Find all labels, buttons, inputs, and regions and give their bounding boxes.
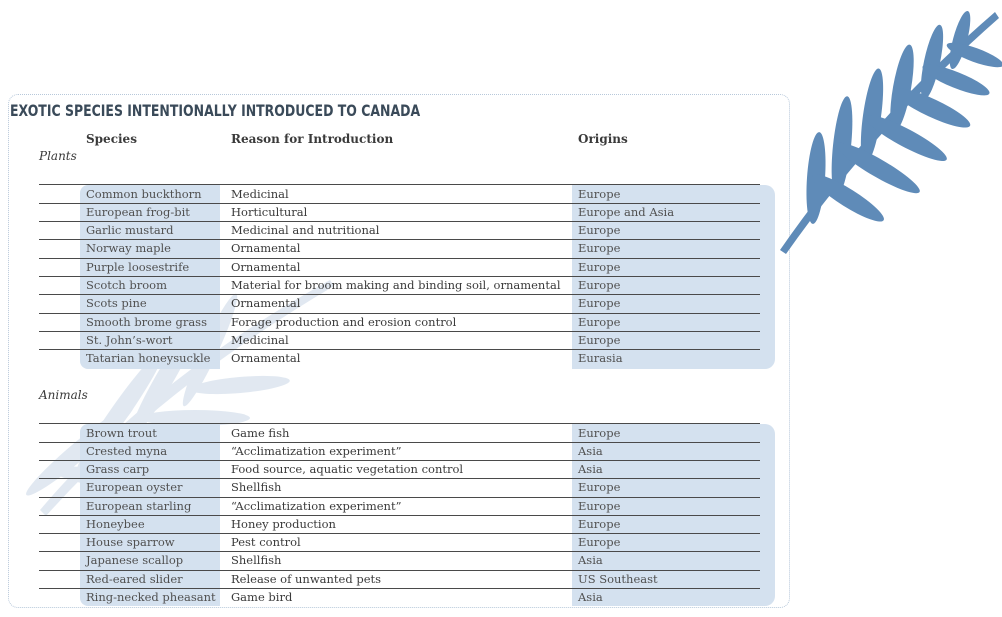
table-row	[0, 570, 780, 588]
species-cell: Ring-necked pheasant	[86, 590, 216, 604]
origin-cell: Europe	[578, 296, 621, 310]
reason-cell: Honey production	[231, 517, 336, 531]
reason-cell: Food source, aquatic vegetation control	[231, 462, 464, 476]
species-cell: European oyster	[86, 480, 183, 494]
species-cell: Honeybee	[86, 517, 145, 531]
table-row	[0, 442, 780, 460]
origin-cell: US Southeast	[578, 572, 658, 586]
species-cell: Japanese scallop	[86, 553, 184, 567]
origin-cell: Europe	[578, 278, 621, 292]
origin-cell: Europe	[578, 426, 621, 440]
section-label-animals: Animals	[39, 388, 88, 402]
reason-cell: “Acclimatization experiment”	[231, 444, 402, 458]
reason-cell: Ornamental	[231, 241, 301, 255]
origin-cell: Europe	[578, 333, 621, 347]
species-cell: Grass carp	[86, 462, 150, 476]
table-row	[0, 239, 780, 257]
species-cell: Brown trout	[86, 426, 157, 440]
column-header-origins: Origins	[578, 132, 628, 146]
reason-cell: Ornamental	[231, 351, 301, 365]
species-cell: House sparrow	[86, 535, 175, 549]
species-cell: European starling	[86, 499, 192, 513]
table-row	[0, 460, 780, 478]
reason-cell: Medicinal and nutritional	[231, 223, 380, 237]
table-row	[0, 551, 780, 569]
origin-cell: Europe and Asia	[578, 205, 675, 219]
table-row	[0, 221, 780, 239]
table-row	[0, 276, 780, 294]
species-cell: Crested myna	[86, 444, 168, 458]
species-cell: Red-eared slider	[86, 572, 183, 586]
table-row	[0, 588, 780, 606]
origin-cell: Europe	[578, 499, 621, 513]
origin-cell: Europe	[578, 241, 621, 255]
reason-cell: Material for broom making and binding soil, ornamental	[231, 278, 561, 292]
reason-cell: Game fish	[231, 426, 290, 440]
section-label-plants: Plants	[39, 149, 77, 163]
table-row	[0, 349, 780, 367]
reason-cell: Release of unwanted pets	[231, 572, 382, 586]
origin-cell: Europe	[578, 260, 621, 274]
table-row	[0, 515, 780, 533]
origin-cell: Europe	[578, 223, 621, 237]
table-row	[0, 497, 780, 515]
reason-cell: Horticultural	[231, 205, 308, 219]
reason-cell: Game bird	[231, 590, 293, 604]
column-header-species: Species	[86, 132, 137, 146]
origin-cell: Asia	[578, 462, 603, 476]
table-row	[0, 294, 780, 312]
reason-cell: Ornamental	[231, 296, 301, 310]
reason-cell: Medicinal	[231, 187, 289, 201]
table-row	[0, 424, 780, 442]
origin-cell: Asia	[578, 553, 603, 567]
reason-cell: Medicinal	[231, 333, 289, 347]
origin-cell: Europe	[578, 480, 621, 494]
origin-cell: Europe	[578, 517, 621, 531]
origin-cell: Europe	[578, 535, 621, 549]
reason-cell: “Acclimatization experiment”	[231, 499, 402, 513]
table-row	[0, 313, 780, 331]
table-row	[0, 533, 780, 551]
species-cell: St. John’s-wort	[86, 333, 173, 347]
table-row	[0, 185, 780, 203]
origin-cell: Europe	[578, 315, 621, 329]
column-header-reason: Reason for Introduction	[231, 132, 394, 146]
species-cell: European frog-bit	[86, 205, 190, 219]
reason-cell: Pest control	[231, 535, 301, 549]
species-cell: Scotch broom	[86, 278, 167, 292]
origin-cell: Asia	[578, 444, 603, 458]
table-row	[0, 258, 780, 276]
species-cell: Garlic mustard	[86, 223, 174, 237]
table-row	[0, 478, 780, 496]
reason-cell: Shellfish	[231, 480, 282, 494]
reason-cell: Forage production and erosion control	[231, 315, 457, 329]
table-row	[0, 203, 780, 221]
page-title: EXOTIC SPECIES INTENTIONALLY INTRODUCED TO CANADA	[10, 101, 421, 120]
table-row	[0, 331, 780, 349]
origin-cell: Eurasia	[578, 351, 623, 365]
species-cell: Purple loosestrife	[86, 260, 190, 274]
reason-cell: Ornamental	[231, 260, 301, 274]
species-cell: Scots pine	[86, 296, 147, 310]
species-cell: Smooth brome grass	[86, 315, 207, 329]
species-cell: Tatarian honeysuckle	[86, 351, 211, 365]
species-cell: Norway maple	[86, 241, 171, 255]
reason-cell: Shellfish	[231, 553, 282, 567]
origin-cell: Asia	[578, 590, 603, 604]
origin-cell: Europe	[578, 187, 621, 201]
species-cell: Common buckthorn	[86, 187, 202, 201]
